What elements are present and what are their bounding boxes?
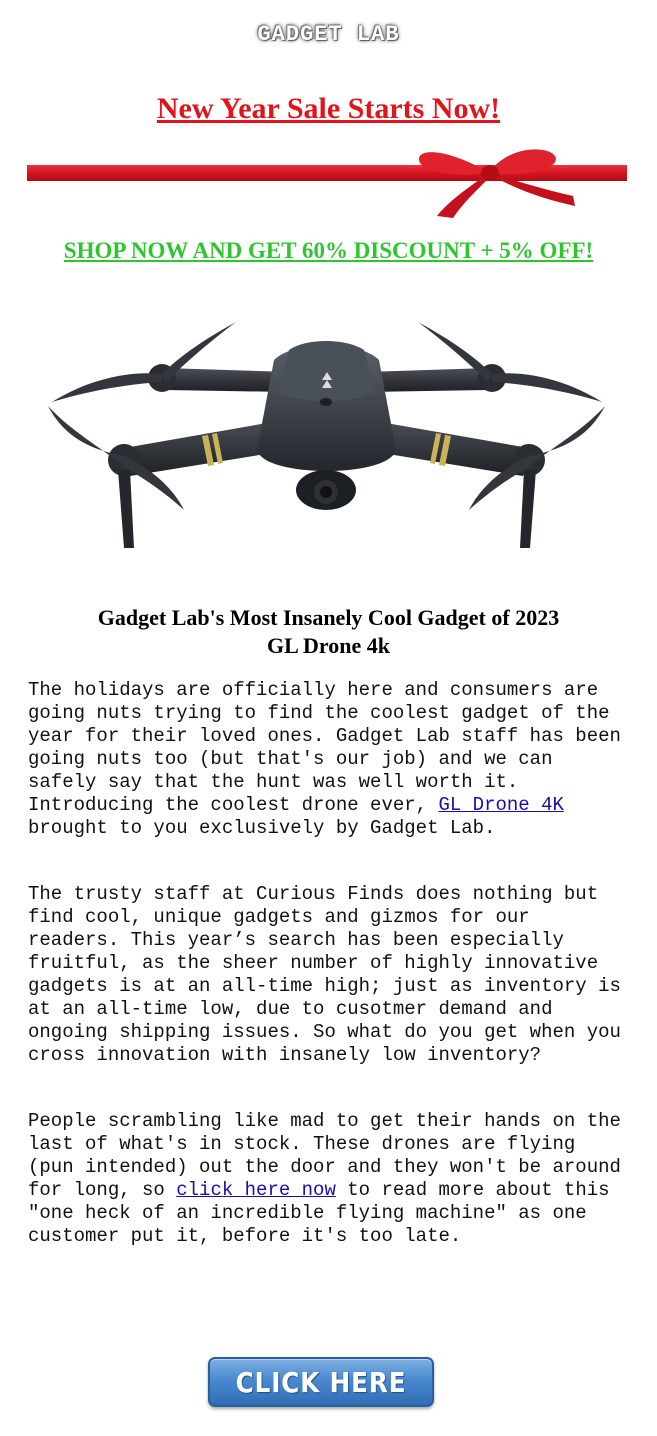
gift-ribbon-image — [27, 148, 627, 220]
article-paragraph-2: The trusty staff at Curious Finds does nothing but find cool, unique gadgets and gizmos for our readers. This year’s search has been especially fruitful, as the sheer number of highly innovative gadgets is at an all-time high; just as inventory is at an all-time low, due to cusotmer demand and ongoing shipping issues. So what do you get when you cross innovation with insanely low inventory? — [28, 883, 621, 1066]
click-here-now-link[interactable]: click here now — [176, 1179, 336, 1201]
article-paragraph-3 — [28, 1110, 628, 1248]
article-title — [0, 604, 657, 660]
paragraph-3-text-a: People scrambling like mad to get their hands on the last of what's in stock. These drones are flying (pun intended) out the door and they won't be around for long, so — [28, 1110, 621, 1201]
shop-now-discount-link[interactable]: SHOP NOW AND GET 60% DISCOUNT + 5% OFF! — [63, 238, 594, 263]
article-title-line1: Gadget Lab's Most Insanely Cool Gadget of 2023 — [97, 605, 560, 630]
paragraph-1-text-a: The holidays are officially here and consumers are going nuts trying to find the coolest gadget of the year for their loved ones. Gadget Lab staff has been going nuts too (but that's our job) and we can safely say that the hunt was well worth it. Introducing the coolest drone ever, — [28, 679, 621, 816]
click-here-button[interactable] — [208, 1357, 434, 1407]
article-title-line2: GL Drone 4k — [266, 633, 391, 658]
gadget-lab-logo: GADGET LAB — [257, 22, 400, 47]
paragraph-1-text-b: brought to you exclusively by Gadget Lab. — [28, 817, 496, 839]
click-here-button-label: CLICK HERE — [235, 1365, 407, 1399]
gl-drone-4k-link[interactable]: GL Drone 4K — [438, 794, 564, 816]
article-paragraph-1 — [28, 679, 628, 840]
paragraph-3-text-b: to read more about this "one heck of an incredible flying machine" as one customer put it, before it's too late. — [28, 1179, 610, 1247]
drone-image — [44, 300, 609, 560]
sale-headline-link[interactable]: New Year Sale Starts Now! — [156, 92, 501, 125]
